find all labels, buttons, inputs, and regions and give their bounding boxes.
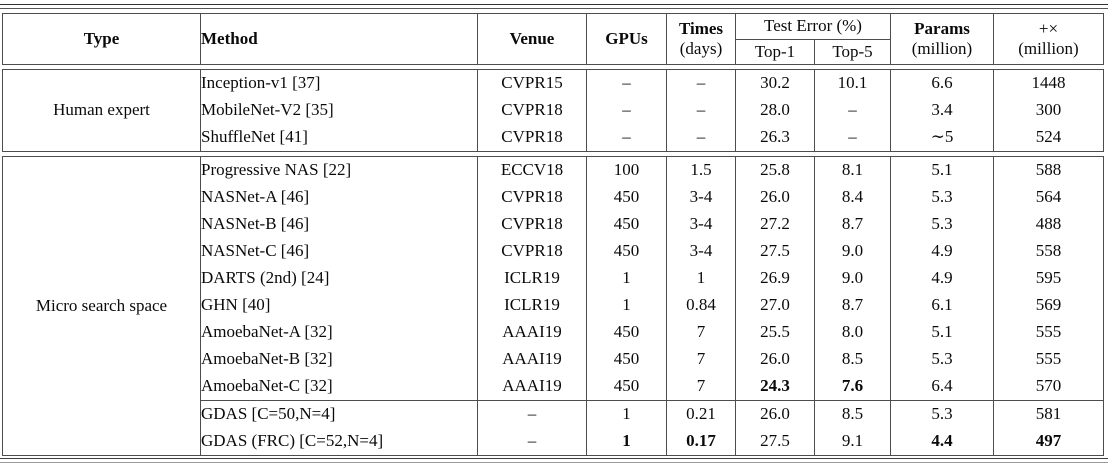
header-row-1: [3, 14, 1104, 40]
cell-method: ShuffleNet [41]: [201, 124, 478, 152]
cell-params: 4.9: [891, 265, 994, 292]
cell-params: 6.4: [891, 373, 994, 401]
cell-gpus: 450: [587, 184, 667, 211]
cell-gpus: 450: [587, 373, 667, 401]
section-type-label: Micro search space: [3, 157, 201, 456]
cell-venue: AAAI19: [478, 373, 587, 401]
cell-top1: 26.9: [736, 265, 815, 292]
cell-top1: 25.5: [736, 319, 815, 346]
cell-gpus: –: [587, 70, 667, 98]
col-header-test-error: Test Error (%): [736, 14, 891, 40]
cell-top5: 8.4: [815, 184, 891, 211]
cell-method: GDAS [C=50,N=4]: [201, 401, 478, 429]
cell-madds: 564: [994, 184, 1104, 211]
madds-unit-label: (million): [1018, 39, 1079, 58]
cell-top5: 9.0: [815, 238, 891, 265]
cell-venue: AAAI19: [478, 346, 587, 373]
cell-times: 0.21: [667, 401, 736, 429]
cell-gpus: –: [587, 124, 667, 152]
cell-venue: CVPR18: [478, 211, 587, 238]
cell-params: 5.3: [891, 211, 994, 238]
cell-venue: CVPR18: [478, 184, 587, 211]
cell-madds: 488: [994, 211, 1104, 238]
cell-times: 3-4: [667, 238, 736, 265]
cell-top1: 26.3: [736, 124, 815, 152]
cell-madds: 570: [994, 373, 1104, 401]
cell-madds: 595: [994, 265, 1104, 292]
cell-venue: ICLR19: [478, 292, 587, 319]
cell-top1: 26.0: [736, 184, 815, 211]
col-header-params: [891, 14, 994, 65]
cell-top1: 27.2: [736, 211, 815, 238]
cell-venue: –: [478, 428, 587, 456]
params-label: Params: [914, 18, 970, 38]
cell-madds: 555: [994, 346, 1104, 373]
cell-method: NASNet-C [46]: [201, 238, 478, 265]
bottom-double-rule-line1: [0, 458, 1108, 459]
cell-madds: 497: [994, 428, 1104, 456]
cell-top5: 8.5: [815, 401, 891, 429]
cell-madds: 1448: [994, 70, 1104, 98]
cell-method: GDAS (FRC) [C=52,N=4]: [201, 428, 478, 456]
cell-gpus: 450: [587, 238, 667, 265]
top-double-rule-line2: [0, 8, 1108, 9]
cell-venue: CVPR18: [478, 97, 587, 124]
cell-method: AmoebaNet-A [32]: [201, 319, 478, 346]
cell-method: Inception-v1 [37]: [201, 70, 478, 98]
cell-method: MobileNet-V2 [35]: [201, 97, 478, 124]
cell-top5: 7.6: [815, 373, 891, 401]
cell-top1: 30.2: [736, 70, 815, 98]
cell-gpus: 450: [587, 346, 667, 373]
cell-venue: CVPR18: [478, 238, 587, 265]
cell-top5: –: [815, 124, 891, 152]
cell-madds: 555: [994, 319, 1104, 346]
cell-gpus: –: [587, 97, 667, 124]
cell-method: AmoebaNet-C [32]: [201, 373, 478, 401]
cell-params: ∼5: [891, 124, 994, 152]
cell-times: –: [667, 124, 736, 152]
table-row: [3, 70, 1104, 98]
bottom-double-rule-line2: [0, 462, 1108, 463]
col-header-times: [667, 14, 736, 65]
cell-times: 0.84: [667, 292, 736, 319]
col-header-madds: [994, 14, 1104, 65]
cell-gpus: 1: [587, 265, 667, 292]
cell-method: NASNet-B [46]: [201, 211, 478, 238]
cell-top1: 28.0: [736, 97, 815, 124]
cell-top1: 27.5: [736, 428, 815, 456]
cell-params: 5.3: [891, 401, 994, 429]
cell-madds: 558: [994, 238, 1104, 265]
cell-top5: 9.0: [815, 265, 891, 292]
cell-params: 5.3: [891, 184, 994, 211]
cell-params: 4.9: [891, 238, 994, 265]
cell-params: 4.4: [891, 428, 994, 456]
cell-venue: ICLR19: [478, 265, 587, 292]
cell-gpus: 1: [587, 428, 667, 456]
cell-top5: 8.1: [815, 157, 891, 185]
cell-venue: CVPR18: [478, 124, 587, 152]
cell-times: 7: [667, 319, 736, 346]
cell-method: AmoebaNet-B [32]: [201, 346, 478, 373]
cell-venue: AAAI19: [478, 319, 587, 346]
top-double-rule-line1: [0, 4, 1108, 5]
cell-params: 6.6: [891, 70, 994, 98]
cell-method: DARTS (2nd) [24]: [201, 265, 478, 292]
cell-top1: 24.3: [736, 373, 815, 401]
params-unit-label: (million): [911, 39, 973, 58]
cell-params: 5.1: [891, 157, 994, 185]
col-header-type: Type: [3, 14, 201, 65]
cell-times: 0.17: [667, 428, 736, 456]
cell-times: 7: [667, 373, 736, 401]
table-row: [3, 157, 1104, 185]
cell-params: 5.1: [891, 319, 994, 346]
cell-venue: CVPR15: [478, 70, 587, 98]
cell-params: 6.1: [891, 292, 994, 319]
times-unit-label: (days): [679, 39, 723, 58]
cell-method: GHN [40]: [201, 292, 478, 319]
cell-madds: 569: [994, 292, 1104, 319]
cell-top1: 25.8: [736, 157, 815, 185]
cell-top5: 10.1: [815, 70, 891, 98]
cell-method: Progressive NAS [22]: [201, 157, 478, 185]
cell-top5: 8.7: [815, 292, 891, 319]
paper-results-table: [0, 4, 1108, 475]
cell-top5: –: [815, 97, 891, 124]
col-header-gpus: GPUs: [587, 14, 667, 65]
cell-times: 1: [667, 265, 736, 292]
times-label: Times: [678, 18, 724, 38]
cell-gpus: 450: [587, 319, 667, 346]
cell-madds: 581: [994, 401, 1104, 429]
cell-venue: ECCV18: [478, 157, 587, 185]
cell-madds: 588: [994, 157, 1104, 185]
section-type-label: Human expert: [3, 70, 201, 152]
cell-times: –: [667, 70, 736, 98]
cell-times: 3-4: [667, 211, 736, 238]
cell-times: 3-4: [667, 184, 736, 211]
col-header-top5: Top-5: [815, 40, 891, 65]
col-header-method: Method: [201, 14, 478, 65]
cell-top1: 26.0: [736, 346, 815, 373]
cell-params: 5.3: [891, 346, 994, 373]
table-header: [2, 13, 1104, 65]
cell-times: –: [667, 97, 736, 124]
cell-gpus: 1: [587, 292, 667, 319]
table-section-micro-search-space: [2, 156, 1104, 456]
madds-label: +×: [1038, 18, 1059, 38]
cell-top5: 8.0: [815, 319, 891, 346]
cell-madds: 524: [994, 124, 1104, 152]
cell-top1: 26.0: [736, 401, 815, 429]
col-header-top1: Top-1: [736, 40, 815, 65]
cell-params: 3.4: [891, 97, 994, 124]
cell-madds: 300: [994, 97, 1104, 124]
cell-venue: –: [478, 401, 587, 429]
cell-gpus: 450: [587, 211, 667, 238]
cell-times: 7: [667, 346, 736, 373]
cell-gpus: 1: [587, 401, 667, 429]
cell-times: 1.5: [667, 157, 736, 185]
cell-top1: 27.0: [736, 292, 815, 319]
cell-method: NASNet-A [46]: [201, 184, 478, 211]
cell-top5: 8.5: [815, 346, 891, 373]
table-section-human-expert: [2, 69, 1104, 152]
cell-top5: 9.1: [815, 428, 891, 456]
cell-gpus: 100: [587, 157, 667, 185]
cell-top5: 8.7: [815, 211, 891, 238]
col-header-venue: Venue: [478, 14, 587, 65]
cell-top1: 27.5: [736, 238, 815, 265]
